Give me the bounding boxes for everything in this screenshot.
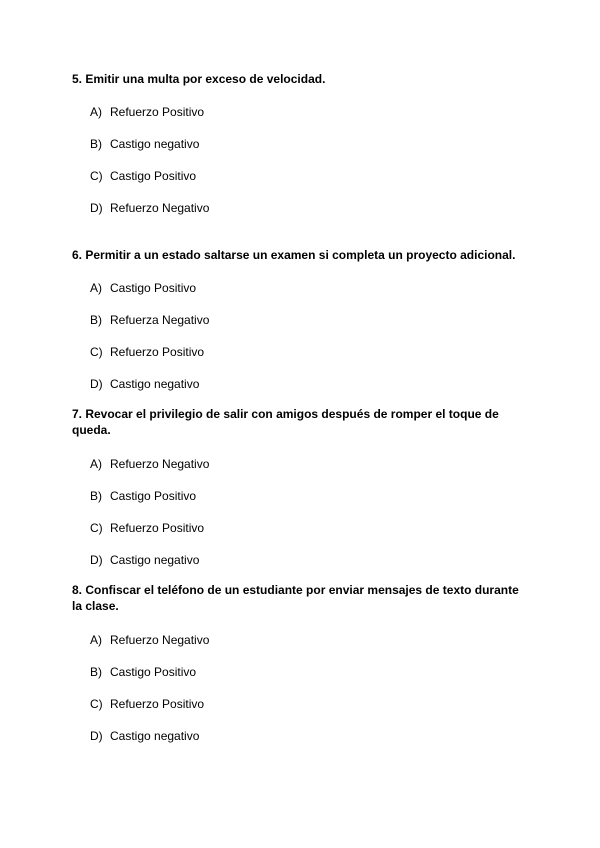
question-text: 7. Revocar el privilegio de salir con amigos después de romper el toque de queda. [72, 407, 499, 437]
option-letter: A) [90, 281, 102, 295]
option-text: Refuerzo Negativo [110, 457, 210, 471]
option-text: Refuerzo Positivo [110, 105, 205, 119]
option-letter: D) [90, 201, 103, 215]
option-letter: A) [90, 457, 102, 471]
option-text: Castigo Positivo [110, 281, 197, 295]
option-list [72, 104, 532, 232]
option-text: Refuerzo Positivo [110, 697, 205, 711]
option-text: Castigo Positivo [110, 489, 197, 503]
option-c[interactable] [72, 696, 532, 728]
option-b[interactable] [72, 664, 532, 696]
option-d[interactable] [72, 728, 532, 760]
option-text: Castigo Positivo [110, 169, 197, 183]
option-c[interactable] [72, 168, 532, 200]
question-5 [72, 71, 532, 232]
option-text: Refuerzo Negativo [110, 201, 210, 215]
question-7 [72, 406, 532, 584]
option-text: Castigo negativo [110, 137, 200, 151]
option-text: Castigo negativo [110, 377, 200, 391]
option-text: Refuerzo Negativo [110, 633, 210, 647]
option-text: Castigo negativo [110, 729, 200, 743]
question-8 [72, 582, 532, 760]
option-letter: D) [90, 377, 103, 391]
option-a[interactable] [72, 632, 532, 664]
option-letter: B) [90, 489, 102, 503]
option-letter: C) [90, 345, 103, 359]
option-text: Refuerzo Positivo [110, 521, 205, 535]
option-letter: C) [90, 697, 103, 711]
question-6 [72, 247, 532, 408]
option-letter: B) [90, 313, 102, 327]
option-text: Refuerzo Positivo [110, 345, 205, 359]
option-letter: D) [90, 553, 103, 567]
option-b[interactable] [72, 312, 532, 344]
option-b[interactable] [72, 136, 532, 168]
option-a[interactable] [72, 104, 532, 136]
question-text: 6. Permitir a un estado saltarse un examen si completa un proyecto adicional. [72, 248, 516, 262]
option-text: Castigo Positivo [110, 665, 197, 679]
option-list [72, 632, 532, 760]
option-letter: C) [90, 521, 103, 535]
option-d[interactable] [72, 376, 532, 408]
question-text: 8. Confiscar el teléfono de un estudiante por enviar mensajes de texto durante la clase. [72, 583, 519, 613]
option-text: Castigo negativo [110, 553, 200, 567]
option-letter: A) [90, 105, 102, 119]
option-d[interactable] [72, 200, 532, 232]
question-text: 5. Emitir una multa por exceso de velocidad. [72, 72, 326, 86]
option-text: Refuerza Negativo [110, 313, 210, 327]
option-c[interactable] [72, 344, 532, 376]
option-c[interactable] [72, 520, 532, 552]
option-list [72, 280, 532, 408]
option-a[interactable] [72, 456, 532, 488]
option-b[interactable] [72, 488, 532, 520]
option-letter: B) [90, 665, 102, 679]
option-a[interactable] [72, 280, 532, 312]
option-d[interactable] [72, 552, 532, 584]
option-list [72, 456, 532, 584]
option-letter: B) [90, 137, 102, 151]
option-letter: A) [90, 633, 102, 647]
option-letter: D) [90, 729, 103, 743]
option-letter: C) [90, 169, 103, 183]
